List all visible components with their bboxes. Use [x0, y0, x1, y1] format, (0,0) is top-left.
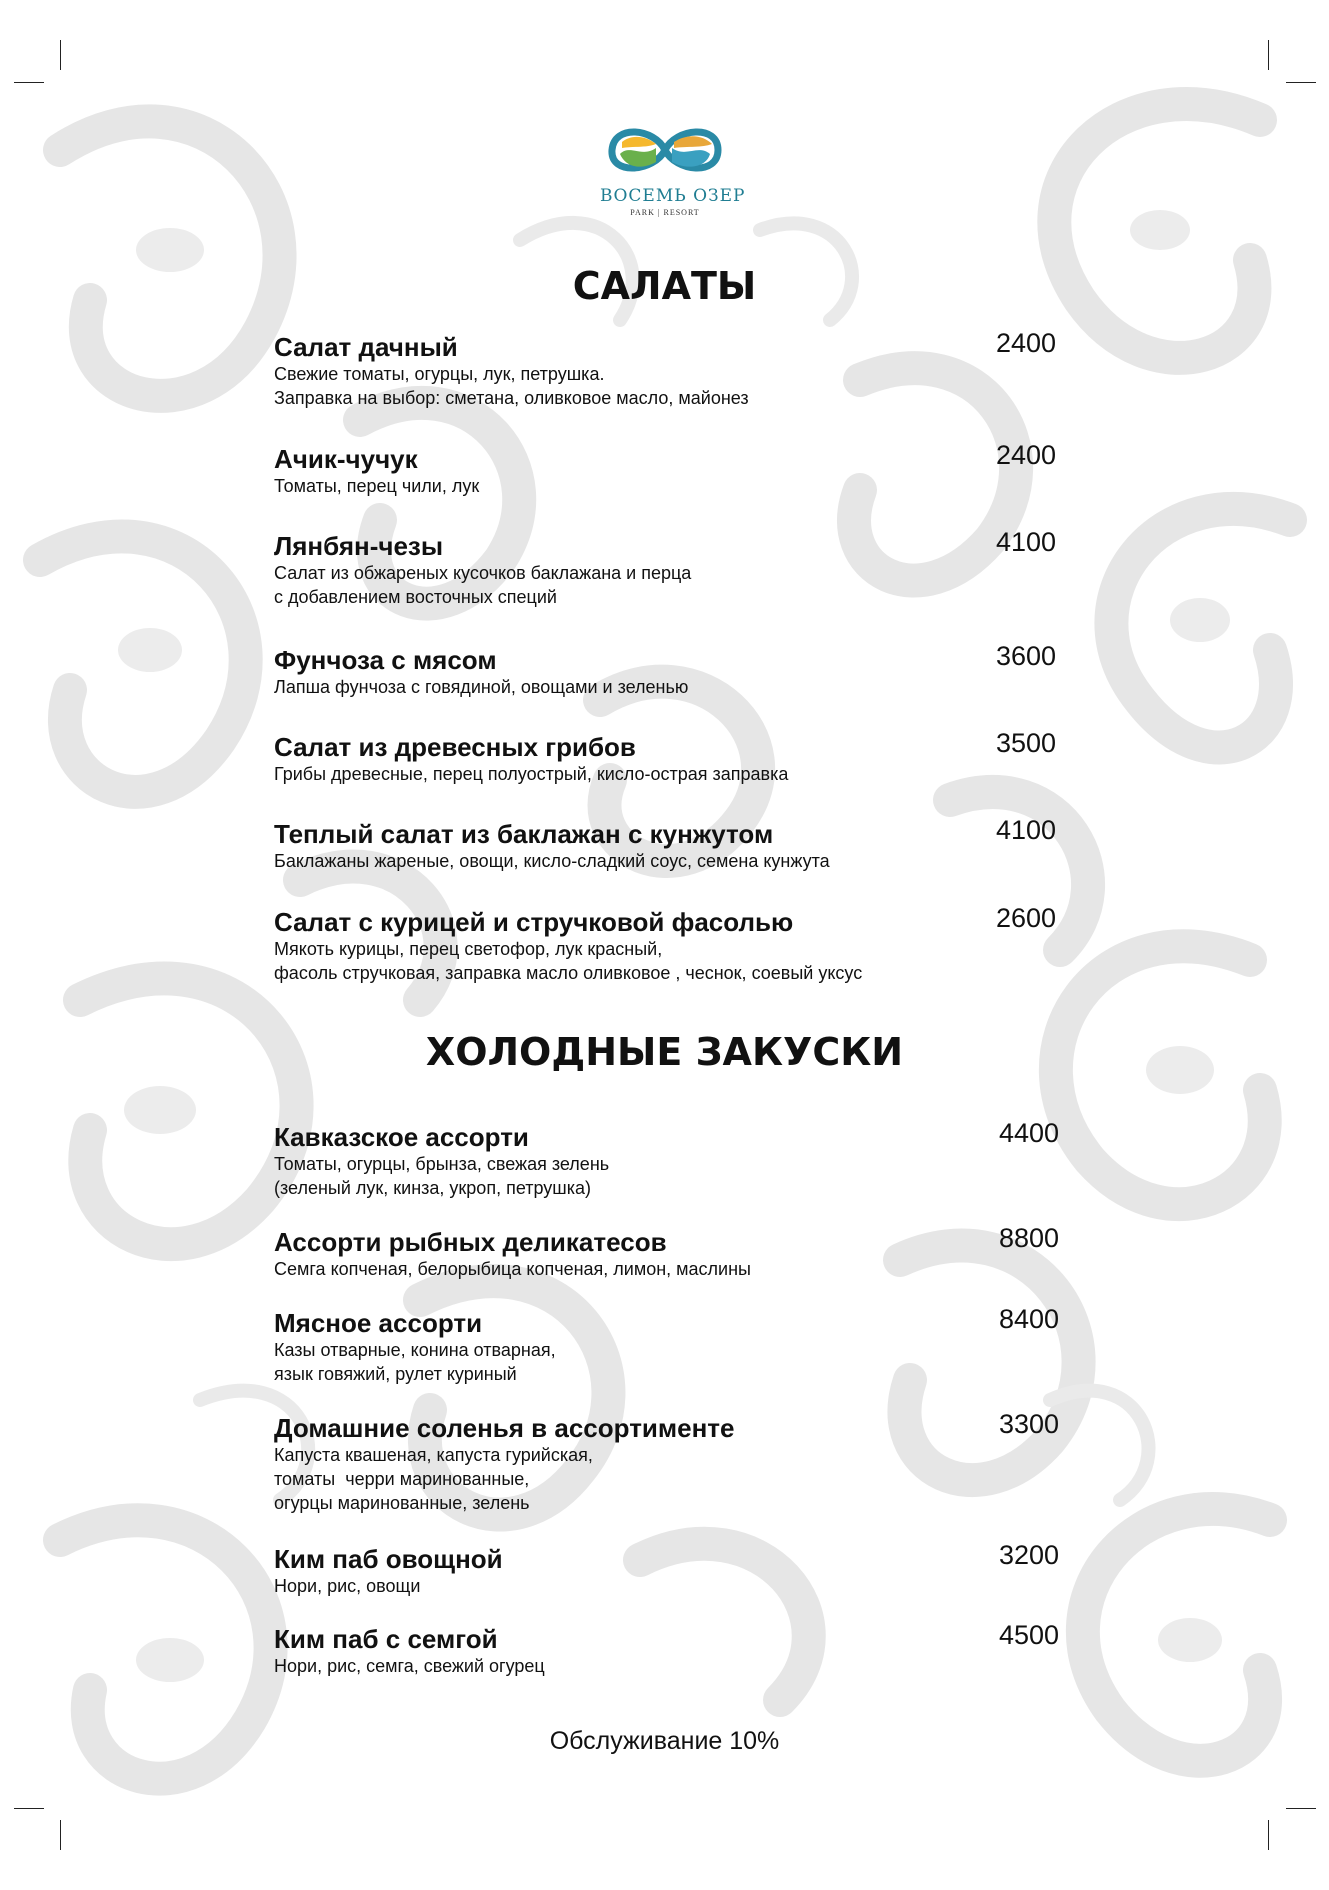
- desc-line: Семга копченая, белорыбица копченая, лимон, маслины: [274, 1259, 751, 1279]
- menu-item-price: 4500: [999, 1620, 1060, 1650]
- menu-item-name: Домашние соленья в ассортименте: [274, 1413, 735, 1443]
- brand-logo: [600, 118, 746, 217]
- menu-item: [274, 1620, 1074, 1678]
- menu-item-price: 2400: [996, 440, 1057, 470]
- desc-line: Грибы древесные, перец полуострый, кисло-острая заправка: [274, 764, 789, 784]
- menu-item: [274, 641, 1074, 699]
- menu-item-name: Салат из древесных грибов: [274, 732, 636, 762]
- crop-mark: [60, 40, 61, 70]
- menu-item-price: 8800: [999, 1223, 1060, 1253]
- menu-item-price: 4100: [996, 815, 1057, 845]
- desc-line: огурцы маринованные, зелень: [274, 1493, 530, 1513]
- menu-item-price: 4400: [999, 1118, 1060, 1148]
- desc-line: Мякоть курицы, перец светофор, лук красный,: [274, 939, 663, 959]
- menu-item-desc: [274, 1152, 1074, 1200]
- desc-line: язык говяжий, рулет куриный: [274, 1364, 517, 1384]
- menu-item-price: 2400: [996, 328, 1057, 358]
- crop-mark: [1286, 82, 1316, 83]
- desc-line: Свежие томаты, огурцы, лук, петрушка.: [274, 364, 605, 384]
- menu-item-price: 3300: [999, 1409, 1060, 1439]
- menu-item-name: Ачик-чучук: [274, 444, 418, 474]
- desc-line: Капуста квашеная, капуста гурийская,: [274, 1445, 593, 1465]
- menu-item-desc: [274, 849, 1074, 873]
- section-title-cold-appetizers: ХОЛОДНЫЕ ЗАКУСКИ: [425, 1030, 904, 1074]
- crop-mark: [1286, 1808, 1316, 1809]
- crop-mark: [14, 82, 44, 83]
- section-title-salads: САЛАТЫ: [572, 264, 757, 308]
- menu-item-name: Мясное ассорти: [274, 1308, 483, 1338]
- desc-line: Баклажаны жареные, овощи, кисло-сладкий соус, семена кунжута: [274, 851, 830, 871]
- desc-line: Томаты, перец чили, лук: [274, 476, 480, 496]
- desc-line: фасоль стручковая, заправка масло оливковое , чеснок, соевый уксус: [274, 963, 863, 983]
- menu-item: [274, 1409, 1074, 1515]
- menu-item-name: Кавказское ассорти: [274, 1122, 529, 1152]
- menu-item-price: 3600: [996, 641, 1057, 671]
- crop-mark: [1268, 40, 1269, 70]
- menu-item-name: Ким паб с семгой: [274, 1624, 498, 1654]
- menu-item-name: Фунчоза с мясом: [274, 645, 497, 675]
- menu-item-name: Салат дачный: [274, 332, 458, 362]
- menu-item-desc: [274, 1654, 1074, 1678]
- menu-item: [274, 328, 1074, 410]
- menu-item-price: 3500: [996, 728, 1057, 758]
- menu-item-desc: [274, 675, 1074, 699]
- menu-item-desc: [274, 362, 1074, 410]
- menu-item-name: Ассорти рыбных деликатесов: [274, 1227, 667, 1257]
- menu-item-name: Теплый салат из баклажан с кунжутом: [274, 819, 774, 849]
- crop-mark: [1268, 1820, 1269, 1850]
- menu-item: [274, 903, 1074, 985]
- menu-item: [274, 1223, 1074, 1281]
- desc-line: Лапша фунчоза с говядиной, овощами и зеленью: [274, 677, 689, 697]
- menu-item-price: 4100: [996, 527, 1057, 557]
- menu-item-desc: [274, 561, 1074, 609]
- brand-name: ВОСЕМЬ ОЗЕР: [600, 186, 746, 206]
- desc-line: Салат из обжареных кусочков баклажана и перца: [274, 563, 692, 583]
- menu-item: [274, 815, 1074, 873]
- desc-line: Заправка на выбор: сметана, оливковое масло, майонез: [274, 388, 749, 408]
- desc-line: Нори, рис, семга, свежий огурец: [274, 1656, 545, 1676]
- menu-item: [274, 1118, 1074, 1200]
- menu-item-price: 3200: [999, 1540, 1060, 1570]
- menu-item: [274, 440, 1074, 498]
- crop-mark: [60, 1820, 61, 1850]
- brand-subtitle: PARK | RESORT: [630, 208, 700, 217]
- menu-item-desc: [274, 1338, 1074, 1386]
- desc-line: (зеленый лук, кинза, укроп, петрушка): [274, 1178, 591, 1198]
- desc-line: Казы отварные, конина отварная,: [274, 1340, 556, 1360]
- menu-item-desc: [274, 1574, 1074, 1598]
- desc-line: Нори, рис, овощи: [274, 1576, 421, 1596]
- infinity-lakes-icon: [606, 118, 724, 182]
- menu-item-desc: [274, 1443, 1074, 1515]
- menu-item: [274, 1304, 1074, 1386]
- service-charge-note: Обслуживание 10%: [549, 1727, 780, 1755]
- desc-line: с добавлением восточных специй: [274, 587, 557, 607]
- menu-item-name: Ким паб овощной: [274, 1544, 503, 1574]
- menu-item: [274, 527, 1074, 609]
- menu-item-name: Лянбян-чезы: [274, 531, 444, 561]
- menu-item-price: 8400: [999, 1304, 1060, 1334]
- menu-item-desc: [274, 1257, 1074, 1281]
- menu-item-price: 2600: [996, 903, 1057, 933]
- menu-item-desc: [274, 474, 1074, 498]
- crop-mark: [14, 1808, 44, 1809]
- menu-item-name: Салат с курицей и стручковой фасолью: [274, 907, 794, 937]
- menu-item: [274, 1540, 1074, 1598]
- menu-item: [274, 728, 1074, 786]
- menu-item-desc: [274, 762, 1074, 786]
- desc-line: Томаты, огурцы, брынза, свежая зелень: [274, 1154, 610, 1174]
- menu-item-desc: [274, 937, 1074, 985]
- desc-line: томаты черри маринованные,: [274, 1469, 530, 1489]
